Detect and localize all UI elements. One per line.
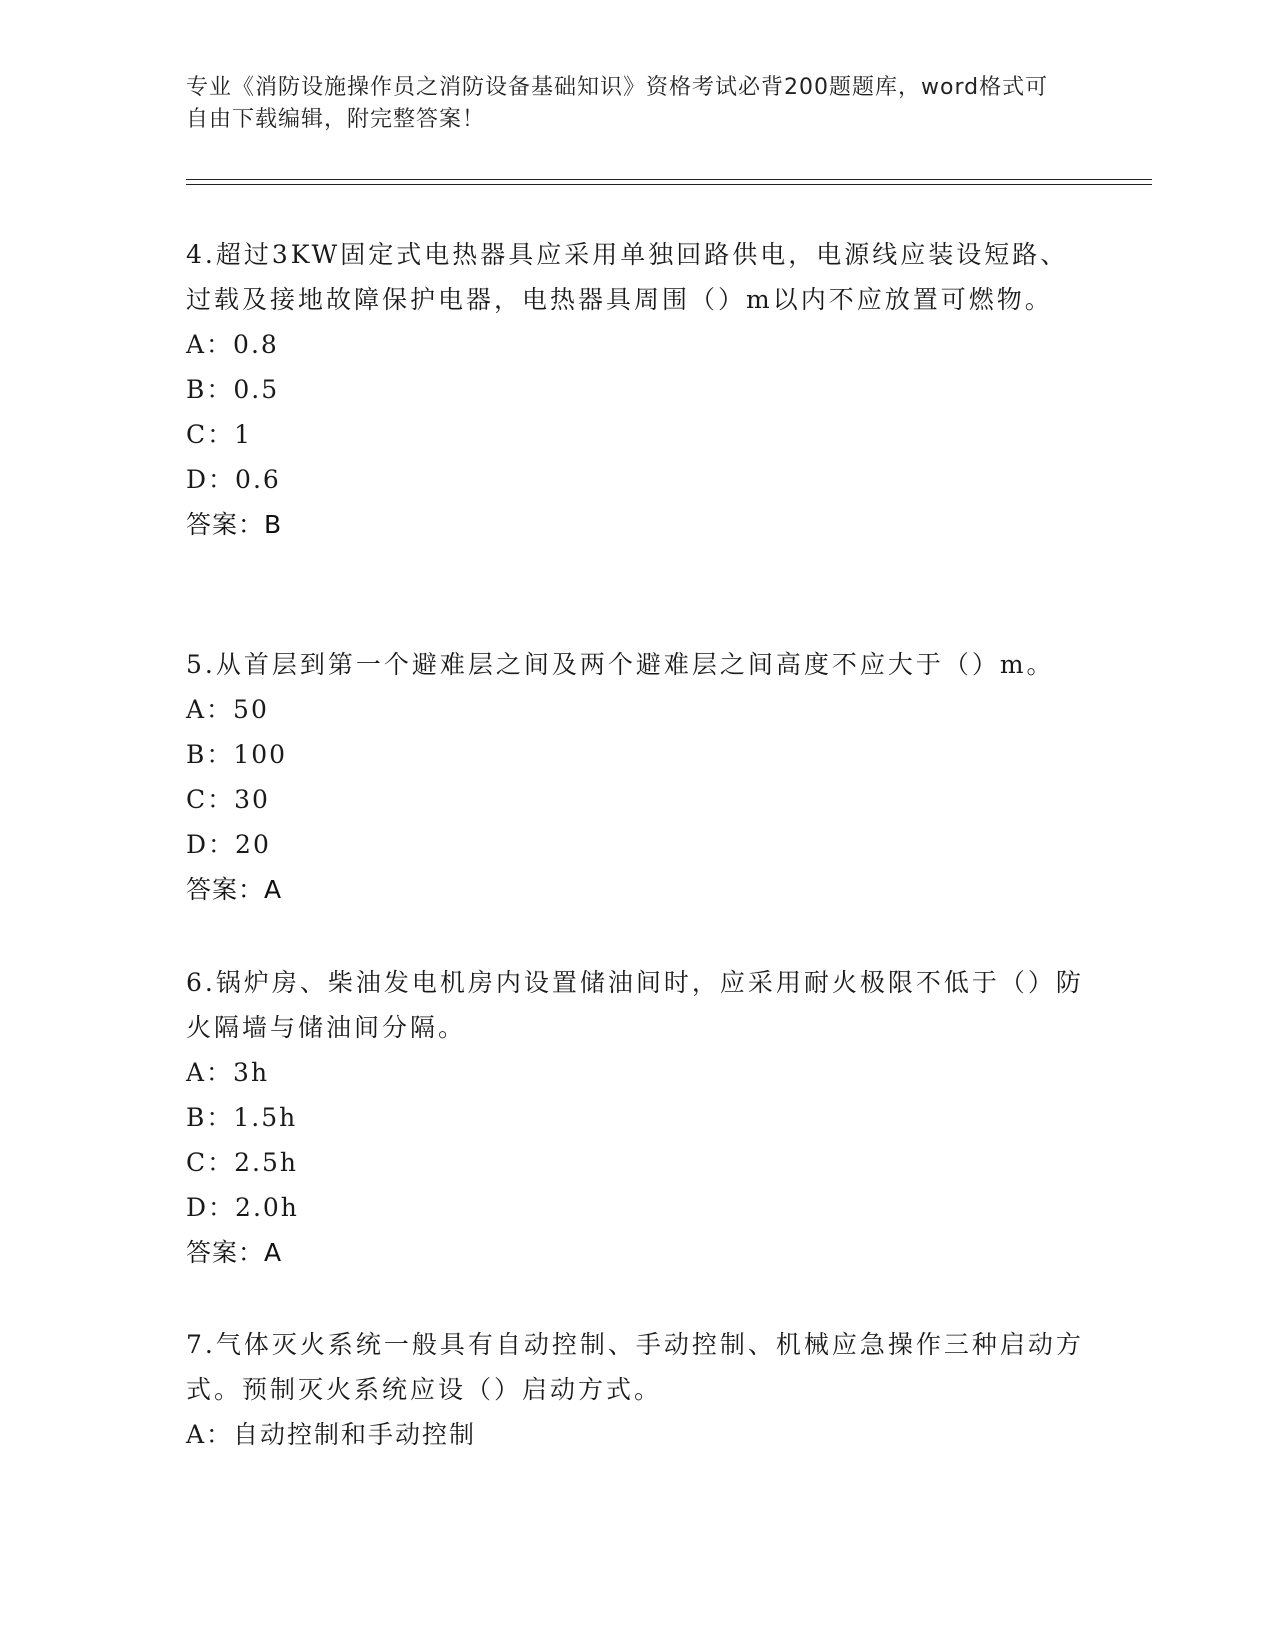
option-d: D：0.6 — [186, 465, 281, 494]
option-c: C：30 — [186, 785, 270, 814]
option-b: B：0.5 — [186, 375, 280, 404]
answer-line: 答案：A — [186, 1238, 283, 1267]
question-text: 6.锅炉房、柴油发电机房内设置储油间时，应采用耐火极限不低于（）防火隔墙与储油间分隔。 — [186, 968, 1084, 1042]
option-d: D：2.0h — [186, 1193, 299, 1222]
question-text: 7.气体灭火系统一般具有自动控制、手动控制、机械应急操作三种启动方式。预制灭火系统应设（）启动方式。 — [186, 1330, 1084, 1404]
option-a: A：自动控制和手动控制 — [186, 1420, 477, 1449]
question-block — [186, 232, 1086, 547]
question-block — [186, 642, 1086, 912]
option-a: A：0.8 — [186, 330, 279, 359]
question-text: 5.从首层到第一个避难层之间及两个避难层之间高度不应大于（）m。 — [186, 650, 1055, 679]
option-b: B：1.5h — [186, 1103, 298, 1132]
question-block — [186, 1322, 1086, 1457]
option-a: A：3h — [186, 1058, 270, 1087]
question-block — [186, 960, 1086, 1275]
document-description: 专业《消防设施操作员之消防设备基础知识》资格考试必背200题题库，word格式可自由下载编辑，附完整答案！ — [186, 75, 1049, 132]
option-c: C：1 — [186, 420, 253, 449]
answer-line: 答案：B — [186, 510, 283, 539]
answer-line: 答案：A — [186, 875, 283, 904]
option-b: B：100 — [186, 740, 288, 769]
option-a: A：50 — [186, 695, 269, 724]
question-text: 4.超过3KW固定式电热器具应采用单独回路供电，电源线应装设短路、过载及接地故障保护电器，电热器具周围（）m以内不应放置可燃物。 — [186, 240, 1069, 314]
option-c: C：2.5h — [186, 1148, 298, 1177]
header-divider-top — [186, 179, 1152, 180]
header-divider-bottom — [186, 184, 1152, 185]
option-d: D：20 — [186, 830, 271, 859]
